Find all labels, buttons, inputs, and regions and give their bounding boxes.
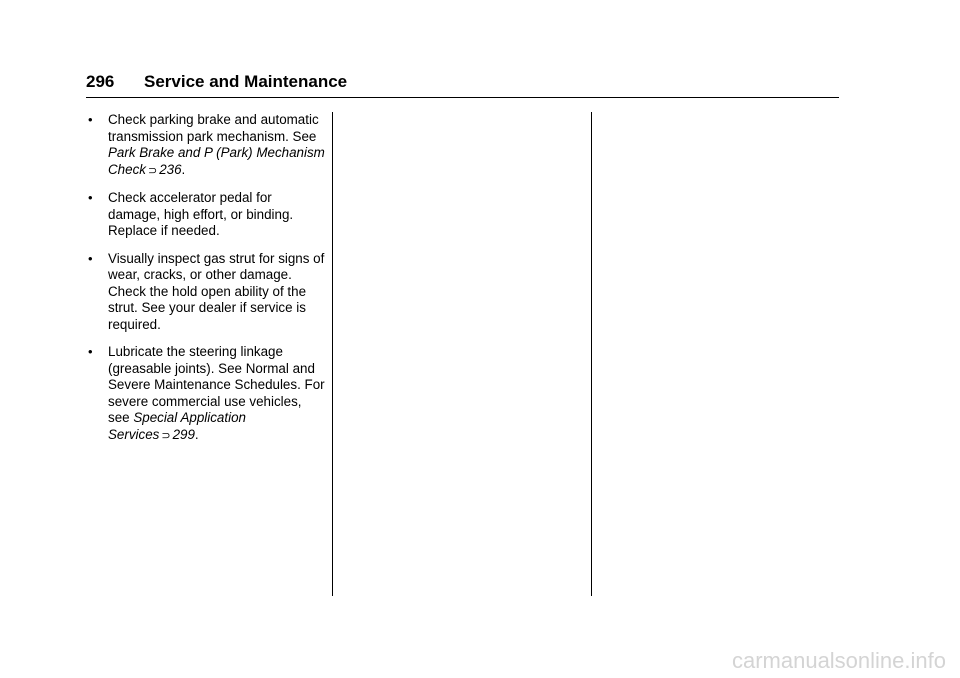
cross-reference-link[interactable]: Special Application Services: [108, 410, 246, 442]
list-item: [86, 251, 326, 334]
section-title: Service and Maintenance: [144, 72, 348, 91]
header-rule: [86, 97, 839, 98]
bullet-icon: •: [88, 344, 93, 359]
list-item: [86, 190, 326, 240]
page-reference-icon: ⊃: [161, 429, 171, 442]
item-trailing: .: [194, 426, 199, 442]
list-item: [86, 344, 326, 444]
column-divider-left: [332, 112, 333, 596]
bullet-icon: •: [88, 112, 93, 127]
reference-page-number[interactable]: 236: [159, 161, 182, 177]
page-number: 296: [86, 72, 115, 91]
bullet-icon: •: [88, 250, 93, 266]
bullet-icon: •: [88, 190, 93, 205]
page-reference-icon: ⊃: [147, 164, 158, 177]
cross-reference-link[interactable]: Park Brake and P (Park) Mechanism Check: [108, 145, 325, 177]
watermark: carmanualsonline.info: [731, 648, 946, 673]
item-text: Lubricate the steering linkage (greasable joints). See Normal and Severe Maintenance Schedules. For severe commercial use vehicles, see: [108, 344, 325, 425]
item-text: Visually inspect gas strut for signs of wear, cracks, or other damage. Check the hold open ability of the strut. See your dealer if service is required.: [108, 250, 325, 332]
item-trailing: .: [181, 161, 186, 177]
list-item: [86, 112, 326, 179]
item-text: Check accelerator pedal for damage, high effort, or binding. Replace if needed.: [108, 190, 294, 238]
content-column: [86, 112, 326, 455]
item-text: Check parking brake and automatic transmission park mechanism. See: [108, 112, 319, 144]
page-header: [86, 71, 347, 93]
column-divider-right: [591, 112, 592, 596]
reference-page-number[interactable]: 299: [172, 426, 195, 442]
